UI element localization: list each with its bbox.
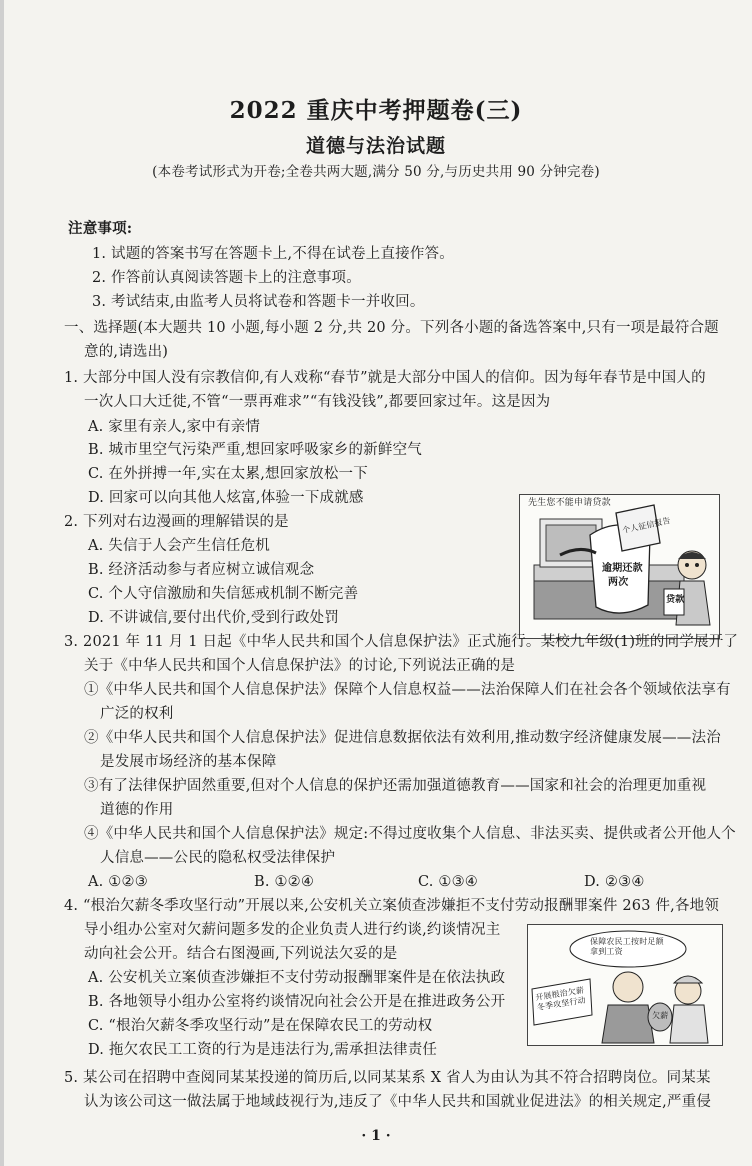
question-5-stem-cont: 认为该公司这一做法属于地域歧视行为,违反了《中华人民共和国就业促进法》的相关规定,严重侵 bbox=[84, 1094, 712, 1110]
loan-form-label: 贷款 bbox=[666, 595, 685, 605]
question-4-option-c: C. “根治欠薪冬季攻坚行动”是在保障农民工的劳动权 bbox=[88, 1018, 433, 1034]
notice-item-1: 1. 试题的答案书写在答题卡上,不得在试卷上直接作答。 bbox=[92, 246, 454, 262]
question-3-statement-4-cont: 人信息——公民的隐私权受法律保护 bbox=[100, 850, 336, 866]
overdue-label: 逾期还款 bbox=[602, 563, 643, 574]
question-3-stem-cont: 关于《中华人民共和国个人信息保护法》的讨论,下列说法正确的是 bbox=[84, 658, 516, 674]
question-3-stem: 3. 2021 年 11 月 1 日起《中华人民共和国个人信息保护法》正式施行。某校九年级(1)班的同学展开了 bbox=[64, 634, 739, 650]
question-3-option-d: D. ②③④ bbox=[584, 874, 645, 890]
page-number: · 1 · bbox=[361, 1128, 391, 1144]
question-4-option-b: B. 各地领导小组办公室将约谈情况向社会公开是在推进政务公开 bbox=[88, 994, 506, 1010]
question-3-option-c: C. ①③④ bbox=[418, 874, 478, 890]
question-4-stem-cont-2: 动向社会公开。结合右图漫画,下列说法欠妥的是 bbox=[84, 946, 398, 962]
question-3-option-a: A. ①②③ bbox=[88, 874, 148, 890]
cartoon-bubble: 保障农民工按时足额拿到工资 bbox=[590, 937, 664, 956]
question-3-statement-1-cont: 广泛的权利 bbox=[100, 706, 174, 722]
question-3-statement-4: ④《中华人民共和国个人信息保护法》规定:不得过度收集个人信息、非法买卖、提供或者公开他人个 bbox=[84, 826, 736, 842]
credit-report-label: 个人征信报告 bbox=[621, 515, 672, 536]
page-subtitle: 道德与法治试题 bbox=[305, 135, 446, 157]
question-4-option-d: D. 拖欠农民工工资的行为是违法行为,需承担法律责任 bbox=[88, 1042, 438, 1058]
question-2-stem: 2. 下列对右边漫画的理解错误的是 bbox=[64, 514, 289, 530]
credit-cartoon bbox=[519, 494, 720, 639]
question-1-option-a: A. 家里有亲人,家中有亲情 bbox=[88, 419, 261, 435]
question-2-option-b: B. 经济活动参与者应树立诚信观念 bbox=[88, 562, 315, 578]
section-heading: 一、选择题(本大题共 10 小题,每小题 2 分,共 20 分。下列各小题的备选答案中,只有一项是最符合题 bbox=[64, 320, 719, 336]
notice-item-3: 3. 考试结束,由监考人员将试卷和答题卡一并收回。 bbox=[92, 294, 425, 310]
question-3-statement-2-cont: 是发展市场经济的基本保障 bbox=[100, 754, 277, 770]
page-title: 2022 重庆中考押题卷(三) bbox=[229, 97, 523, 124]
question-3-option-b: B. ①②④ bbox=[254, 874, 315, 890]
question-2-option-a: A. 失信于人会产生信任危机 bbox=[88, 538, 270, 554]
overdue-count-label: 两次 bbox=[608, 577, 629, 588]
cartoon-bag-label: 欠薪 bbox=[652, 1011, 669, 1020]
notice-heading: 注意事项: bbox=[68, 220, 133, 237]
wage-cartoon bbox=[527, 924, 723, 1046]
question-5-stem: 5. 某公司在招聘中查阅同某某投递的简历后,以同某某系 X 省人为由认为其不符合招聘岗位。同某某 bbox=[64, 1070, 711, 1086]
notice-item-2: 2. 作答前认真阅读答题卡上的注意事项。 bbox=[92, 270, 361, 286]
question-2-option-c: C. 个人守信激励和失信惩戒机制不断完善 bbox=[88, 586, 359, 602]
question-3-statement-1: ①《中华人民共和国个人信息保护法》保障个人信息权益——法治保障人们在社会各个领域依法享有 bbox=[84, 682, 731, 698]
question-3-statement-2: ②《中华人民共和国个人信息保护法》促进信息数据依法有效利用,推动数字经济健康发展——法治 bbox=[84, 730, 721, 746]
question-3-statement-3: ③有了法律保护固然重要,但对个人信息的保护还需加强道德教育——国家和社会的治理更加重视 bbox=[84, 778, 707, 794]
question-1-option-d: D. 回家可以向其他人炫富,体验一下成就感 bbox=[88, 490, 364, 506]
question-1-stem-cont: 一次人口大迁徙,不管“一票再难求”“有钱没钱”,都要回家过年。这是因为 bbox=[84, 394, 551, 410]
cartoon-banner: 开展根治欠薪冬季攻坚行动 bbox=[534, 985, 587, 1013]
cartoon-caption: 先生您不能申请贷款 bbox=[528, 498, 611, 508]
question-2-option-d: D. 不讲诚信,要付出代价,受到行政处罚 bbox=[88, 610, 340, 626]
question-3-statement-3-cont: 道德的作用 bbox=[100, 802, 174, 818]
question-1-option-b: B. 城市里空气污染严重,想回家呼吸家乡的新鲜空气 bbox=[88, 442, 422, 458]
question-1-option-c: C. 在外拼搏一年,实在太累,想回家放松一下 bbox=[88, 466, 368, 482]
question-4-stem-cont-1: 导小组办公室对欠薪问题多发的企业负责人进行约谈,约谈情况主 bbox=[84, 922, 501, 938]
question-4-option-a: A. 公安机关立案侦查涉嫌拒不支付劳动报酬罪案件是在依法执政 bbox=[88, 970, 506, 986]
question-4-stem: 4. “根治欠薪冬季攻坚行动”开展以来,公安机关立案侦查涉嫌拒不支付劳动报酬罪案件 263 件,各地领 bbox=[64, 898, 720, 914]
question-1-stem: 1. 大部分中国人没有宗教信仰,有人戏称“春节”就是大部分中国人的信仰。因为每年春节是中国人的 bbox=[64, 370, 706, 386]
exam-note: (本卷考试形式为开卷;全卷共两大题,满分 50 分,与历史共用 90 分钟完卷) bbox=[152, 164, 600, 180]
section-heading-cont: 意的,请选出) bbox=[84, 344, 169, 360]
